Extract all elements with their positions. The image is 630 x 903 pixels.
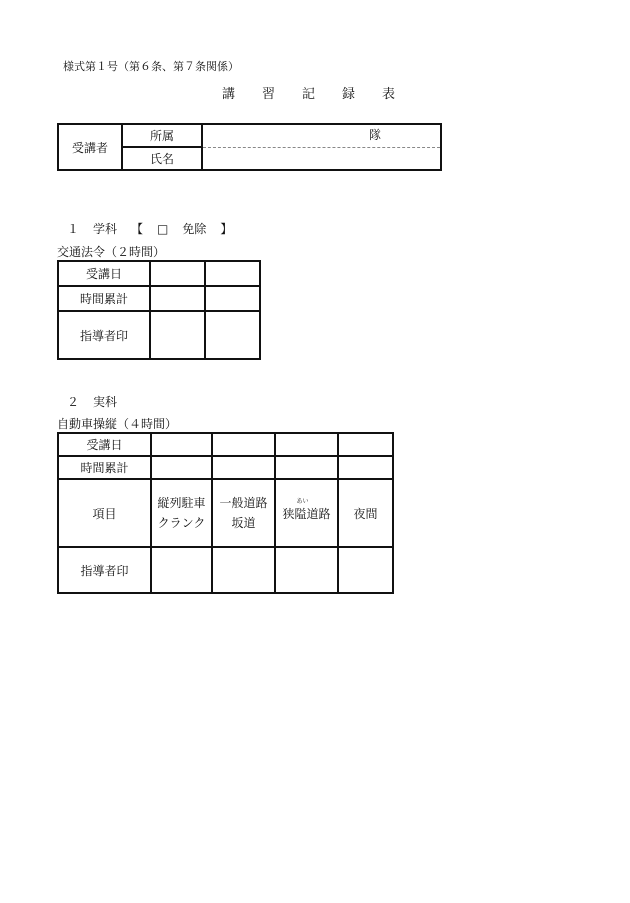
attendee-table — [57, 123, 442, 171]
name-label: 氏名 — [122, 147, 202, 170]
department-suffix: 隊 — [369, 128, 382, 142]
title-char: 記 — [302, 87, 316, 102]
form-number: 様式第１号（第６条、第７条関係） — [63, 60, 239, 73]
title-char: 録 — [342, 87, 356, 102]
ruby-text: あい — [296, 497, 309, 505]
department-field[interactable] — [202, 124, 441, 147]
item-narrow-road — [275, 479, 338, 547]
item-night: 夜間 — [338, 479, 393, 547]
row-label-seal: 指導者印 — [58, 311, 150, 359]
bracket-close: 】 — [220, 222, 233, 236]
seal-cell[interactable] — [205, 311, 260, 359]
seal-cell[interactable] — [151, 547, 212, 593]
item-line: 縦列駐車 — [157, 496, 206, 510]
section2-table — [57, 432, 394, 594]
section1-number: １ — [67, 222, 80, 236]
seal-cell[interactable] — [338, 547, 393, 593]
document-title — [222, 83, 422, 102]
hours-cell[interactable] — [150, 286, 205, 311]
row-label-hours: 時間累計 — [58, 286, 150, 311]
department-label: 所属 — [122, 124, 202, 147]
row-label-item: 項目 — [58, 479, 151, 547]
date-cell[interactable] — [150, 261, 205, 286]
item-line: 狭隘道路 — [282, 506, 331, 521]
item-parallel-parking-crank — [151, 479, 212, 547]
section1-subject: 交通法令（２時間） — [57, 245, 166, 259]
title-char: 表 — [382, 87, 396, 102]
row-label-date: 受講日 — [58, 261, 150, 286]
date-cell[interactable] — [212, 433, 275, 456]
section1-table — [57, 260, 261, 360]
section1-heading — [67, 220, 246, 237]
seal-cell[interactable] — [212, 547, 275, 593]
section1-label: 学科 — [93, 222, 118, 236]
seal-cell[interactable] — [275, 547, 338, 593]
hours-cell[interactable] — [275, 456, 338, 479]
date-cell[interactable] — [151, 433, 212, 456]
hours-cell[interactable] — [205, 286, 260, 311]
row-label-date: 受講日 — [58, 433, 151, 456]
date-cell[interactable] — [205, 261, 260, 286]
title-char: 講 — [222, 87, 236, 102]
exemption-label: 免除 — [182, 222, 207, 236]
date-cell[interactable] — [275, 433, 338, 456]
hours-cell[interactable] — [212, 456, 275, 479]
bracket-open: 【 — [131, 222, 144, 236]
section2-heading — [67, 393, 131, 410]
attendee-label: 受講者 — [58, 124, 122, 170]
hours-cell[interactable] — [151, 456, 212, 479]
exemption-checkbox[interactable]: □ — [157, 222, 169, 236]
date-cell[interactable] — [338, 433, 393, 456]
item-general-road-slope — [212, 479, 275, 547]
item-line: 一般道路 — [219, 496, 268, 510]
section2-number: ２ — [67, 395, 80, 409]
name-field[interactable] — [202, 147, 441, 170]
item-line: 坂道 — [231, 516, 256, 530]
row-label-seal: 指導者印 — [58, 547, 151, 593]
item-line: クランク — [157, 516, 206, 530]
section2-subject: 自動車操縦（４時間） — [57, 417, 178, 431]
section2-label: 実科 — [93, 395, 118, 409]
hours-cell[interactable] — [338, 456, 393, 479]
row-label-hours: 時間累計 — [58, 456, 151, 479]
seal-cell[interactable] — [150, 311, 205, 359]
title-char: 習 — [262, 87, 276, 102]
